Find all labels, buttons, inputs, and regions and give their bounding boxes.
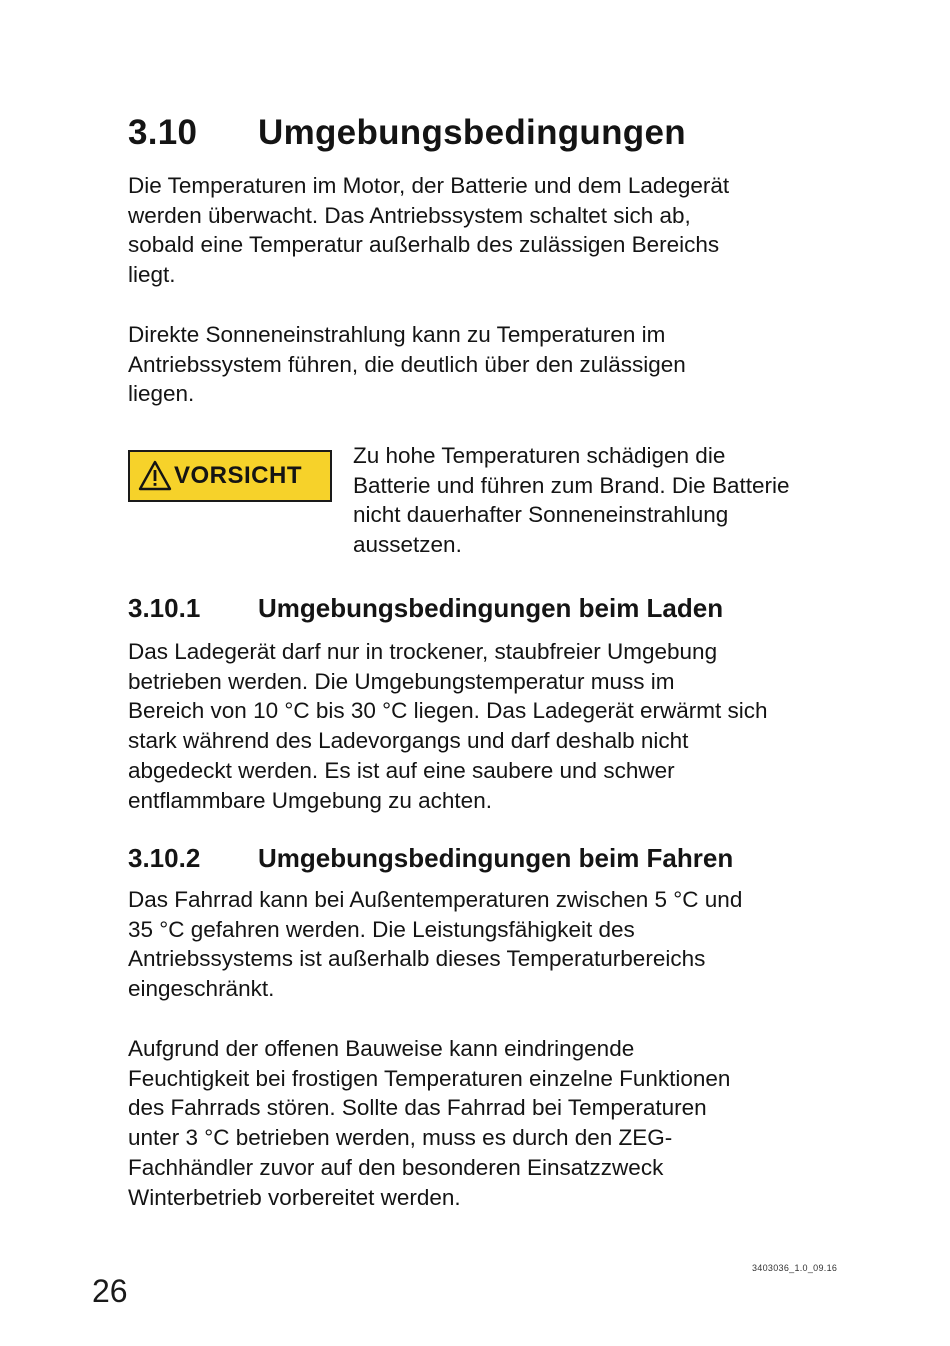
text-line: abgedeckt werden. Es ist auf eine saubere und schwer bbox=[128, 757, 675, 783]
text-line: Die Temperaturen im Motor, der Batterie und dem Ladegerät bbox=[128, 173, 730, 198]
subsection-2-paragraph-2 bbox=[128, 1034, 858, 1212]
warning-label-box bbox=[128, 450, 332, 502]
section-paragraph-1 bbox=[128, 171, 858, 290]
text-line: sobald eine Temperatur außerhalb des zulässigen Bereichs bbox=[128, 232, 720, 258]
text-line: werden überwacht. Das Antriebssystem schaltet sich ab, bbox=[128, 202, 691, 228]
page-number: 26 bbox=[92, 1273, 128, 1309]
section-title: Umgebungsbedingungen bbox=[258, 113, 686, 152]
subsection-heading-1 bbox=[128, 593, 723, 624]
text-line: Fachhändler zuvor auf den besonderen Einsatzzweck bbox=[128, 1154, 664, 1180]
text-line: Bereich von 10 °C bis 30 °C liegen. Das Ladegerät erwärmt sich bbox=[128, 698, 768, 724]
text-line: nicht dauerhafter Sonneneinstrahlung bbox=[353, 502, 729, 528]
subsection-2-paragraph-1 bbox=[128, 885, 858, 1004]
warning-triangle-icon bbox=[138, 460, 172, 492]
text-line: des Fahrrads stören. Sollte das Fahrrad bei Temperaturen bbox=[128, 1095, 707, 1121]
text-line: Das Ladegerät darf nur in trockener, staubfreier Umgebung bbox=[128, 639, 718, 664]
text-line: Antriebssystem führen, die deutlich über den zulässigen bbox=[128, 351, 686, 377]
subsection-title: Umgebungsbedingungen beim Fahren bbox=[258, 843, 734, 873]
document-code: 3403036_1.0_09.16 bbox=[752, 1263, 838, 1273]
text-line: unter 3 °C betrieben werden, muss es durch den ZEG- bbox=[128, 1125, 673, 1151]
warning-text bbox=[353, 441, 863, 560]
text-line: stark während des Ladevorgangs und darf deshalb nicht bbox=[128, 728, 689, 754]
warning-label: VORSICHT bbox=[174, 462, 303, 489]
text-line: Antriebssystems ist außerhalb dieses Temperaturbereichs bbox=[128, 946, 706, 972]
text-line: entflammbare Umgebung zu achten. bbox=[128, 787, 492, 813]
text-line: Feuchtigkeit bei frostigen Temperaturen einzelne Funktionen bbox=[128, 1065, 731, 1091]
text-line: 35 °C gefahren werden. Die Leistungsfähigkeit des bbox=[128, 916, 635, 942]
text-line: eingeschränkt. bbox=[128, 976, 275, 1002]
section-paragraph-2 bbox=[128, 320, 858, 409]
text-line: Zu hohe Temperaturen schädigen die bbox=[353, 443, 726, 468]
subsection-title: Umgebungsbedingungen beim Laden bbox=[258, 593, 724, 623]
text-line: Winterbetrieb vorbereitet werden. bbox=[128, 1184, 461, 1210]
text-line: Direkte Sonneneinstrahlung kann zu Temperaturen im bbox=[128, 322, 666, 347]
subsection-number: 3.10.2 bbox=[128, 843, 201, 873]
section-heading bbox=[128, 113, 686, 153]
subsection-heading-2 bbox=[128, 843, 733, 874]
text-line: Das Fahrrad kann bei Außentemperaturen zwischen 5 °C und bbox=[128, 887, 743, 912]
text-line: liegt. bbox=[128, 262, 176, 288]
section-number: 3.10 bbox=[128, 113, 198, 152]
text-line: liegen. bbox=[128, 381, 195, 407]
text-line: Batterie und führen zum Brand. Die Batterie bbox=[353, 472, 790, 498]
text-line: Aufgrund der offenen Bauweise kann eindringende bbox=[128, 1036, 635, 1061]
text-line: aussetzen. bbox=[353, 532, 462, 558]
subsection-number: 3.10.1 bbox=[128, 593, 201, 623]
text-line: betrieben werden. Die Umgebungstemperatur muss im bbox=[128, 668, 675, 694]
subsection-1-paragraph bbox=[128, 637, 858, 815]
